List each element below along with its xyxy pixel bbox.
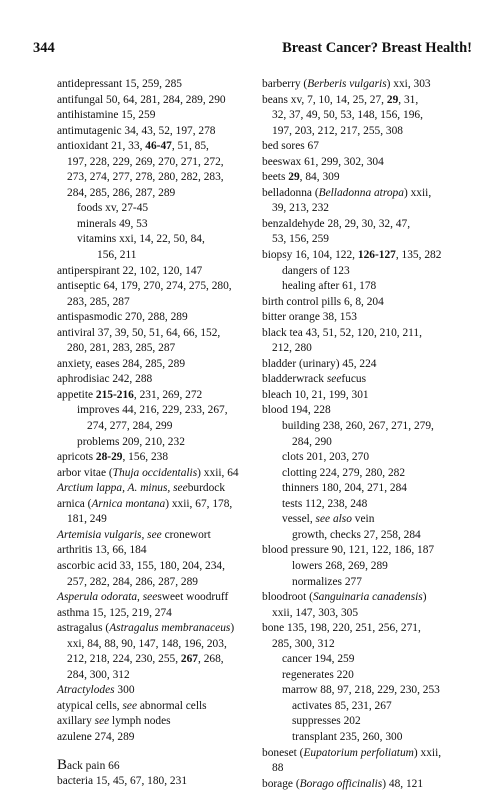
index-entry bbox=[57, 264, 251, 280]
index-entry-text: 53, 156, 259 bbox=[272, 233, 329, 246]
index-entry-text: anxiety, eases 284, 285, 289 bbox=[57, 357, 186, 370]
index-entry-text: xxii, 147, 303, 305 bbox=[272, 606, 359, 619]
index-entry-text: thinners 180, 204, 271, 284 bbox=[282, 482, 407, 495]
index-entry-text: Asperula odorata, bbox=[57, 591, 140, 604]
index-entry-text: bitter orange 38, 153 bbox=[262, 311, 357, 324]
index-entry-text: activates 85, 231, 267 bbox=[292, 699, 392, 712]
index-entry-text: tests 112, 238, 248 bbox=[282, 497, 368, 510]
index-entry-text: healing after 61, 178 bbox=[282, 280, 377, 293]
index-entry-text: marrow 88, 97, 218, 229, 230, 253 bbox=[282, 684, 440, 697]
index-entry-text: ) 48, 121 bbox=[382, 777, 424, 790]
index-entry bbox=[262, 746, 474, 762]
index-entry-text: antifungal 50, 64, 281, 284, 289, 290 bbox=[57, 93, 226, 106]
index-entry-text: Thuja occidentalis bbox=[112, 466, 198, 479]
index-entry-text: ) xxi, 303 bbox=[386, 78, 431, 90]
index-subentry bbox=[262, 481, 474, 497]
index-subentry bbox=[262, 466, 474, 482]
index-entry-text: vitamins xxi, 14, 22, 50, 84, bbox=[77, 233, 205, 246]
index-entry-text: see bbox=[139, 591, 158, 604]
index-entry-text: minerals 49, 53 bbox=[77, 217, 148, 230]
index-subentry bbox=[262, 559, 474, 575]
index-entry-text: ) bbox=[422, 591, 427, 604]
index-entry bbox=[262, 186, 474, 202]
index-entry-text: arthritis 13, 66, 184 bbox=[57, 544, 147, 557]
index-entry-text: astragalus ( bbox=[57, 622, 110, 635]
index-entry-text: regenerates 220 bbox=[282, 668, 354, 681]
index-entry bbox=[262, 217, 474, 233]
index-entry bbox=[57, 683, 251, 699]
index-entry-text: 300 bbox=[114, 684, 135, 697]
index-entry bbox=[262, 310, 474, 326]
index-subentry bbox=[57, 512, 251, 528]
index-subentry bbox=[57, 668, 251, 684]
index-entry-text: , 51, 85, bbox=[171, 140, 209, 153]
index-entry-text: axillary bbox=[57, 715, 95, 728]
index-entry bbox=[57, 372, 251, 388]
index-entry bbox=[262, 543, 474, 559]
index-subentry bbox=[57, 232, 251, 248]
index-entry-text: beeswax 61, 299, 302, 304 bbox=[262, 155, 384, 168]
index-entry-text: antiperspirant 22, 102, 120, 147 bbox=[57, 264, 203, 277]
index-entry-text: blood 194, 228 bbox=[262, 404, 331, 417]
letter-section-gap bbox=[57, 746, 251, 758]
index-subentry bbox=[262, 761, 474, 777]
index-entry bbox=[262, 93, 474, 109]
index-entry-text: appetite bbox=[57, 388, 96, 401]
index-entry bbox=[262, 326, 474, 342]
index-entry-text: fucus bbox=[341, 373, 367, 386]
index-entry-text: vessel, bbox=[282, 513, 316, 526]
index-entry bbox=[57, 606, 251, 622]
index-entry-text: Arctium lappa, A. minus, bbox=[57, 482, 171, 495]
index-entry bbox=[262, 155, 474, 171]
index-subentry bbox=[262, 652, 474, 668]
index-entry bbox=[57, 124, 251, 140]
index-entry-text: antiseptic 64, 179, 270, 274, 275, 280, bbox=[57, 280, 232, 293]
index-entry bbox=[262, 388, 474, 404]
index-entry bbox=[57, 528, 251, 544]
index-column-right bbox=[262, 77, 474, 792]
index-entry-text: , 84, 309 bbox=[299, 171, 340, 184]
index-entry-text: clots 201, 203, 270 bbox=[282, 451, 370, 464]
index-entry-text: Berberis vulgaris bbox=[307, 78, 387, 90]
index-entry-text: apricots bbox=[57, 451, 96, 464]
index-entry-text: asthma 15, 125, 219, 274 bbox=[57, 606, 172, 619]
index-entry-text: lymph nodes bbox=[109, 715, 171, 728]
index-subentry bbox=[262, 232, 474, 248]
index-entry-text: antihistamine 15, 259 bbox=[57, 109, 156, 122]
index-entry-text: 273, 274, 277, 278, 280, 282, 283, bbox=[67, 171, 224, 184]
index-subentry bbox=[262, 637, 474, 653]
index-entry-text: 284, 290 bbox=[292, 435, 332, 448]
index-entry bbox=[57, 714, 251, 730]
index-entry-text: beets bbox=[262, 171, 289, 184]
index-entry-text: antispasmodic 270, 288, 289 bbox=[57, 311, 188, 324]
index-entry bbox=[57, 774, 251, 790]
index-entry-text: bladder (urinary) 45, 224 bbox=[262, 357, 377, 370]
index-entry bbox=[262, 403, 474, 419]
index-entry-text: ) bbox=[230, 622, 235, 635]
index-entry bbox=[262, 590, 474, 606]
index-entry-text: black tea 43, 51, 52, 120, 210, 211, bbox=[262, 326, 422, 339]
index-subentry bbox=[57, 575, 251, 591]
index-entry-text: 32, 37, 49, 50, 53, 148, 156, 196, bbox=[272, 109, 423, 122]
index-entry-text: bloodroot ( bbox=[262, 591, 313, 604]
index-entry bbox=[57, 388, 251, 404]
index-entry-text: 215-216 bbox=[95, 388, 134, 401]
index-entry-text: Belladonna atropa bbox=[318, 186, 404, 199]
index-entry bbox=[57, 310, 251, 326]
index-entry-text: B bbox=[57, 756, 68, 773]
index-entry-text: normalizes 277 bbox=[292, 575, 362, 588]
index-entry-text: beans xv, 7, 10, 14, 25, 27, bbox=[262, 93, 387, 106]
index-subentry bbox=[262, 699, 474, 715]
index-entry-text: 212, 218, 224, 230, 255, bbox=[67, 653, 181, 666]
index-entry-text: aphrodisiac 242, 288 bbox=[57, 373, 153, 386]
index-entry-text: see bbox=[122, 699, 138, 712]
index-entry-text: birth control pills 6, 8, 204 bbox=[262, 295, 384, 308]
index-subentry bbox=[262, 730, 474, 746]
index-subentry bbox=[262, 575, 474, 591]
index-entry bbox=[57, 139, 251, 155]
index-entry bbox=[57, 108, 251, 124]
index-column-left bbox=[57, 77, 251, 790]
index-entry-text: lowers 268, 269, 289 bbox=[292, 559, 388, 572]
index-entry-text: bladderwrack bbox=[262, 373, 327, 386]
index-entry-text: 156, 211 bbox=[97, 249, 137, 262]
index-subentry bbox=[262, 668, 474, 684]
index-subentry bbox=[57, 419, 251, 435]
index-subentry bbox=[262, 264, 474, 280]
index-entry-text: 126-127 bbox=[357, 249, 396, 262]
index-subentry bbox=[262, 512, 474, 528]
index-entry-text: 181, 249 bbox=[67, 513, 107, 526]
index-entry bbox=[57, 450, 251, 466]
index-entry-text: transplant 235, 260, 300 bbox=[292, 730, 403, 743]
index-entry-text: 197, 228, 229, 269, 270, 271, 272, bbox=[67, 155, 224, 168]
index-subentry bbox=[57, 435, 251, 451]
index-entry-text: ) xxii, 67, 178, bbox=[165, 497, 233, 510]
index-entry-text: bone 135, 198, 220, 251, 256, 271, bbox=[262, 622, 421, 635]
running-title: Breast Cancer? Breast Health! bbox=[282, 40, 472, 56]
index-entry-text: Astragalus membranaceus bbox=[109, 622, 231, 635]
index-subentry bbox=[262, 279, 474, 295]
index-subentry bbox=[262, 435, 474, 451]
index-entry-text: foods xv, 27-45 bbox=[77, 202, 149, 215]
index-entry-text: abnormal cells bbox=[137, 699, 207, 712]
index-entry bbox=[57, 481, 251, 497]
index-entry-text: borage ( bbox=[262, 777, 300, 790]
index-entry bbox=[262, 357, 474, 373]
index-entry-text: ascorbic acid 33, 155, 180, 204, 234, bbox=[57, 559, 225, 572]
index-entry bbox=[57, 466, 251, 482]
index-entry-text: antiviral 37, 39, 50, 51, 64, 66, 152, bbox=[57, 326, 221, 339]
index-subentry bbox=[262, 341, 474, 357]
index-subentry bbox=[262, 497, 474, 513]
index-subentry bbox=[57, 248, 251, 264]
index-entry-text: xxi, 84, 88, 90, 147, 148, 196, 203, bbox=[67, 637, 227, 650]
index-entry bbox=[262, 777, 474, 792]
index-entry-text: antioxidant 21, 33, bbox=[57, 140, 146, 153]
index-entry bbox=[262, 139, 474, 155]
index-entry bbox=[262, 77, 474, 93]
index-entry bbox=[57, 543, 251, 559]
index-entry-text: see bbox=[170, 482, 188, 495]
index-entry-text: antidepressant 15, 259, 285 bbox=[57, 78, 182, 90]
index-entry bbox=[57, 77, 251, 93]
index-entry-text: clotting 224, 279, 280, 282 bbox=[282, 466, 406, 479]
index-entry-text: bacteria 15, 45, 67, 180, 231 bbox=[57, 775, 188, 788]
index-entry-text: benzaldehyde 28, 29, 30, 32, 47, bbox=[262, 217, 411, 230]
index-entry-text: Arnica montana bbox=[91, 497, 166, 510]
index-entry-text: , 31, bbox=[398, 93, 419, 106]
index-entry-text: boneset ( bbox=[262, 746, 304, 759]
index-entry-text: Eupatorium perfoliatum bbox=[303, 746, 414, 759]
index-entry bbox=[262, 248, 474, 264]
index-entry-text: , 268, bbox=[198, 653, 224, 666]
index-entry-text: blood pressure 90, 121, 122, 186, 187 bbox=[262, 544, 435, 557]
index-entry-text: antimutagenic 34, 43, 52, 197, 278 bbox=[57, 124, 216, 137]
index-subentry bbox=[262, 419, 474, 435]
index-subentry bbox=[57, 403, 251, 419]
index-subentry bbox=[57, 186, 251, 202]
index-entry-text: sweet woodruff bbox=[157, 591, 229, 604]
index-entry-text: 39, 213, 232 bbox=[272, 202, 329, 215]
index-entry bbox=[57, 699, 251, 715]
index-entry-text: burdock bbox=[187, 482, 226, 495]
index-entry-text: see bbox=[144, 528, 162, 541]
index-entry-text: growth, checks 27, 258, 284 bbox=[292, 528, 421, 541]
running-header bbox=[33, 40, 472, 60]
index-entry-text: , 135, 282 bbox=[395, 249, 442, 262]
index-entry bbox=[57, 497, 251, 513]
index-subentry bbox=[57, 295, 251, 311]
index-entry-text: Artemisia vulgaris, bbox=[57, 528, 145, 541]
index-subentry bbox=[57, 217, 251, 233]
index-entry-text: 212, 280 bbox=[272, 342, 312, 355]
index-entry-text: ) xxii, bbox=[403, 186, 432, 199]
index-entry-text: see bbox=[94, 715, 110, 728]
index-subentry bbox=[262, 606, 474, 622]
index-entry-text: 285, 300, 312 bbox=[272, 637, 335, 650]
index-entry-text: ) xxii, bbox=[413, 746, 442, 759]
index-entry-text: see bbox=[326, 373, 342, 386]
index-entry-text: arbor vitae ( bbox=[57, 466, 113, 479]
index-entry-text: Sanguinaria canadensis bbox=[312, 591, 423, 604]
index-subentry bbox=[57, 341, 251, 357]
index-entry-text: 284, 300, 312 bbox=[67, 668, 130, 681]
index-entry bbox=[57, 279, 251, 295]
index-entry-text: improves 44, 216, 229, 233, 267, bbox=[77, 404, 228, 417]
index-entry bbox=[262, 621, 474, 637]
index-entry-text: 267 bbox=[180, 653, 198, 666]
index-entry-text: suppresses 202 bbox=[292, 715, 361, 728]
index-entry bbox=[262, 170, 474, 186]
index-entry-text: azulene 274, 289 bbox=[57, 730, 135, 743]
index-entry-text: 283, 285, 287 bbox=[67, 295, 130, 308]
index-entry-text: 28-29 bbox=[95, 451, 123, 464]
index-subentry bbox=[262, 714, 474, 730]
index-entry-text: cancer 194, 259 bbox=[282, 653, 355, 666]
index-entry-text: building 238, 260, 267, 271, 279, bbox=[282, 420, 434, 433]
index-entry-text: cronewort bbox=[161, 528, 211, 541]
index-entry-text: arnica ( bbox=[57, 497, 92, 510]
index-entry-text: 280, 281, 283, 285, 287 bbox=[67, 342, 176, 355]
index-entry-text: 274, 277, 284, 299 bbox=[87, 420, 173, 433]
index-subentry bbox=[262, 201, 474, 217]
index-entry bbox=[262, 295, 474, 311]
index-entry-text: atypical cells, bbox=[57, 699, 123, 712]
index-entry bbox=[57, 590, 251, 606]
index-entry-text: 29 bbox=[386, 93, 399, 106]
index-entry-text: ack pain 66 bbox=[67, 759, 120, 772]
index-entry-text: vein bbox=[351, 513, 375, 526]
index-subentry bbox=[262, 108, 474, 124]
index-entry-text: 197, 203, 212, 217, 255, 308 bbox=[272, 124, 403, 137]
index-entry-text: problems 209, 210, 232 bbox=[77, 435, 185, 448]
index-subentry bbox=[57, 637, 251, 653]
index-entry-text: bed sores 67 bbox=[262, 140, 319, 153]
index-entry-text: 88 bbox=[272, 762, 284, 775]
index-entry-text: , 231, 269, 272 bbox=[133, 388, 203, 401]
index-entry-text: dangers of 123 bbox=[282, 264, 350, 277]
index-subentry bbox=[262, 683, 474, 699]
index-entry-text: 257, 282, 284, 286, 287, 289 bbox=[67, 575, 198, 588]
index-entry-text: 46-47 bbox=[145, 140, 172, 153]
index-entry-text: see also bbox=[315, 513, 352, 526]
page-number: 344 bbox=[33, 40, 55, 56]
index-entry-text: 29 bbox=[288, 171, 300, 184]
index-entry bbox=[57, 93, 251, 109]
index-entry-text: , 156, 238 bbox=[122, 451, 169, 464]
index-entry bbox=[262, 372, 474, 388]
index-entry-text: Borago officinalis bbox=[299, 777, 383, 790]
index-entry-text: biopsy 16, 104, 122, bbox=[262, 249, 358, 262]
index-subentry bbox=[57, 652, 251, 668]
index-entry-text: Atractylodes bbox=[57, 684, 115, 697]
index-entry-text: ) xxii, 64 bbox=[197, 466, 239, 479]
index-entry-text: belladonna ( bbox=[262, 186, 319, 199]
index-entry bbox=[57, 730, 251, 746]
index-subentry bbox=[57, 201, 251, 217]
index-entry-text: 284, 285, 286, 287, 289 bbox=[67, 186, 176, 199]
index-entry bbox=[57, 559, 251, 575]
index-subentry bbox=[262, 450, 474, 466]
index-entry bbox=[57, 326, 251, 342]
index-entry bbox=[57, 621, 251, 637]
index-subentry bbox=[57, 170, 251, 186]
index-subentry bbox=[262, 528, 474, 544]
index-entry-text: bleach 10, 21, 199, 301 bbox=[262, 388, 369, 401]
index-subentry bbox=[262, 124, 474, 140]
index-subentry bbox=[57, 155, 251, 171]
index-entry bbox=[57, 357, 251, 373]
index-entry-text: barberry ( bbox=[262, 78, 308, 90]
